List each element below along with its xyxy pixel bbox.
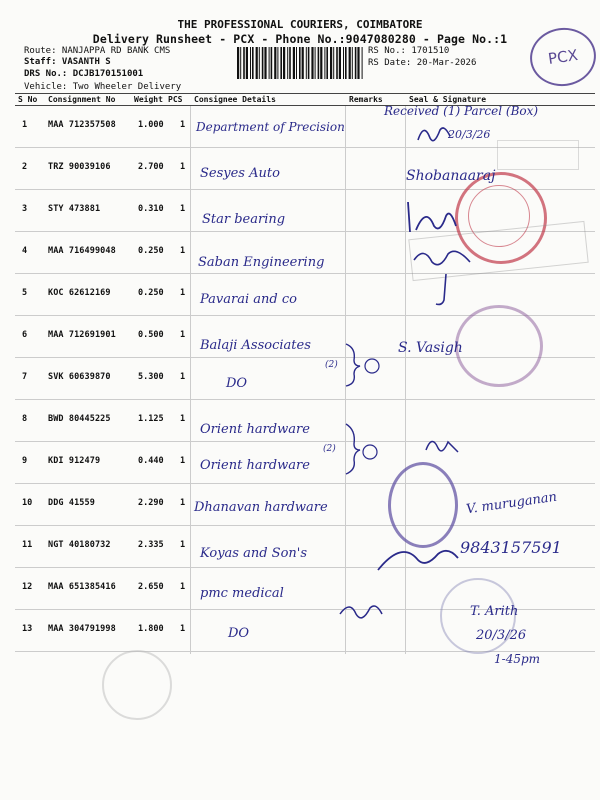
consignee-handwriting: Dhanavan hardware <box>194 500 328 515</box>
row-sno: 11 <box>22 540 33 550</box>
row-pcs: 1 <box>180 204 186 214</box>
row-sno: 8 <box>22 414 28 424</box>
col-seal: Seal & Signature <box>409 95 487 104</box>
group-brace <box>340 420 380 476</box>
faint-rect-stamp <box>497 140 579 170</box>
consignment-number: MAA 651385416 <box>48 582 116 592</box>
rs-date: RS Date: 20-Mar-2026 <box>368 58 477 68</box>
row-pcs: 1 <box>180 288 186 298</box>
row-weight: 0.500 <box>138 330 164 340</box>
drs-number: DRS No.: DCJB170151001 <box>24 69 144 79</box>
row-pcs: 1 <box>180 456 186 466</box>
route-text: Route: NANJAPPA RD BANK CMS <box>24 46 171 56</box>
row-sno: 3 <box>22 204 28 214</box>
row-sno: 12 <box>22 582 33 592</box>
row-weight: 5.300 <box>138 372 164 382</box>
faint-stamp <box>102 650 172 720</box>
signature-scribble <box>404 196 464 238</box>
row-weight: 2.335 <box>138 540 164 550</box>
group-mark: (2) <box>325 360 338 370</box>
consignee-handwriting: Saban Engineering <box>198 255 325 270</box>
consignee-handwriting: pmc medical <box>200 586 284 601</box>
consignee-handwriting: Department of Precision <box>196 120 345 134</box>
consignee-handwriting: DO <box>228 626 250 641</box>
row-weight: 1.800 <box>138 624 164 634</box>
consignment-number: KDI 912479 <box>48 456 101 466</box>
row-sno: 1 <box>22 120 28 130</box>
signature-2: Shobanaaraj <box>406 168 496 184</box>
row-pcs: 1 <box>180 624 186 634</box>
signature-10: V. muruganan <box>465 489 558 518</box>
consignee-handwriting: Balaji Associates <box>200 338 311 353</box>
row-pcs: 1 <box>180 162 186 172</box>
row-sno: 2 <box>22 162 28 172</box>
signature-13-name: T. Arith <box>470 604 519 619</box>
consignment-number: SVK 60639870 <box>48 372 111 382</box>
row-weight: 1.000 <box>138 120 164 130</box>
row-pcs: 1 <box>180 372 186 382</box>
row-sno: 6 <box>22 330 28 340</box>
consignment-number: MAA 716499048 <box>48 246 116 256</box>
pcx-stamp: PCX <box>526 24 599 91</box>
consignee-handwriting: Orient hardware <box>200 422 310 437</box>
company-title: THE PROFESSIONAL COURIERS, COIMBATORE <box>177 18 423 31</box>
row-pcs: 1 <box>180 582 186 592</box>
consignment-number: MAA 712357508 <box>48 120 116 130</box>
row-sno: 13 <box>22 624 33 634</box>
consignee-handwriting: Sesyes Auto <box>200 166 280 181</box>
row-sno: 5 <box>22 288 28 298</box>
signature-scribble <box>372 536 462 576</box>
row-sno: 7 <box>22 372 28 382</box>
staff-text: Staff: VASANTH S <box>24 57 111 67</box>
col-consignee: Consignee Details <box>194 95 276 104</box>
signature-scribble <box>420 430 464 460</box>
group-brace <box>342 338 382 388</box>
row-sno: 4 <box>22 246 28 256</box>
consignment-number: NGT 40180732 <box>48 540 111 550</box>
rs-number: RS No.: 1701510 <box>368 46 450 56</box>
consignment-number: MAA 712691901 <box>48 330 116 340</box>
row-pcs: 1 <box>180 246 186 256</box>
consignee-handwriting: Koyas and Son's <box>200 546 308 561</box>
signature-scribble <box>336 596 386 626</box>
row-pcs: 1 <box>180 498 186 508</box>
col-consignment: Consignment No <box>48 95 116 104</box>
col-remarks: Remarks <box>349 95 383 104</box>
signature-scribble <box>410 240 480 272</box>
purple-stamp <box>455 305 543 387</box>
runsheet-subtitle: Delivery Runsheet - PCX - Phone No.:9047080280 - Page No.:1 <box>92 32 508 46</box>
row-weight: 2.650 <box>138 582 164 592</box>
row-pcs: 1 <box>180 120 186 130</box>
consignment-number: STY 473881 <box>48 204 101 214</box>
barcode <box>237 47 365 79</box>
signature-13-date: 20/3/26 <box>476 628 527 643</box>
signature-scribble <box>432 270 462 310</box>
row-weight: 0.250 <box>138 246 164 256</box>
received-note: Received (1) Parcel (Box) <box>384 104 539 118</box>
consignment-number: BWD 80445225 <box>48 414 111 424</box>
signature-date-1: 20/3/26 <box>448 128 491 141</box>
signature-11-phone: 9843157591 <box>460 538 562 557</box>
consignee-handwriting: Star bearing <box>202 212 286 227</box>
signature-13-time: 1-45pm <box>494 652 541 666</box>
consignment-number: TRZ 90039106 <box>48 162 111 172</box>
consignment-number: KOC 62612169 <box>48 288 111 298</box>
col-pcs: PCS <box>168 95 183 104</box>
row-weight: 0.440 <box>138 456 164 466</box>
header-rule-top <box>15 93 595 94</box>
vehicle-text: Vehicle: Two Wheeler Delivery <box>24 82 182 92</box>
row-weight: 2.290 <box>138 498 164 508</box>
signature-scribble <box>414 120 454 150</box>
row-weight: 2.700 <box>138 162 164 172</box>
col-sno: S No <box>18 95 38 104</box>
consignee-handwriting: Orient hardware <box>200 458 310 473</box>
row-sno: 9 <box>22 456 28 466</box>
row-sno: 10 <box>22 498 33 508</box>
group-mark: (2) <box>323 444 336 454</box>
row-pcs: 1 <box>180 540 186 550</box>
consignment-number: MAA 304791998 <box>48 624 116 634</box>
consignee-handwriting: Pavarai and co <box>200 292 297 307</box>
row-pcs: 1 <box>180 330 186 340</box>
signature-6: S. Vasigh <box>398 340 463 356</box>
row-weight: 0.310 <box>138 204 164 214</box>
consignment-number: DDG 41559 <box>48 498 95 508</box>
row-pcs: 1 <box>180 414 186 424</box>
row-weight: 1.125 <box>138 414 164 424</box>
col-weight: Weight <box>134 95 163 104</box>
row-weight: 0.250 <box>138 288 164 298</box>
consignee-handwriting: DO <box>226 376 248 391</box>
